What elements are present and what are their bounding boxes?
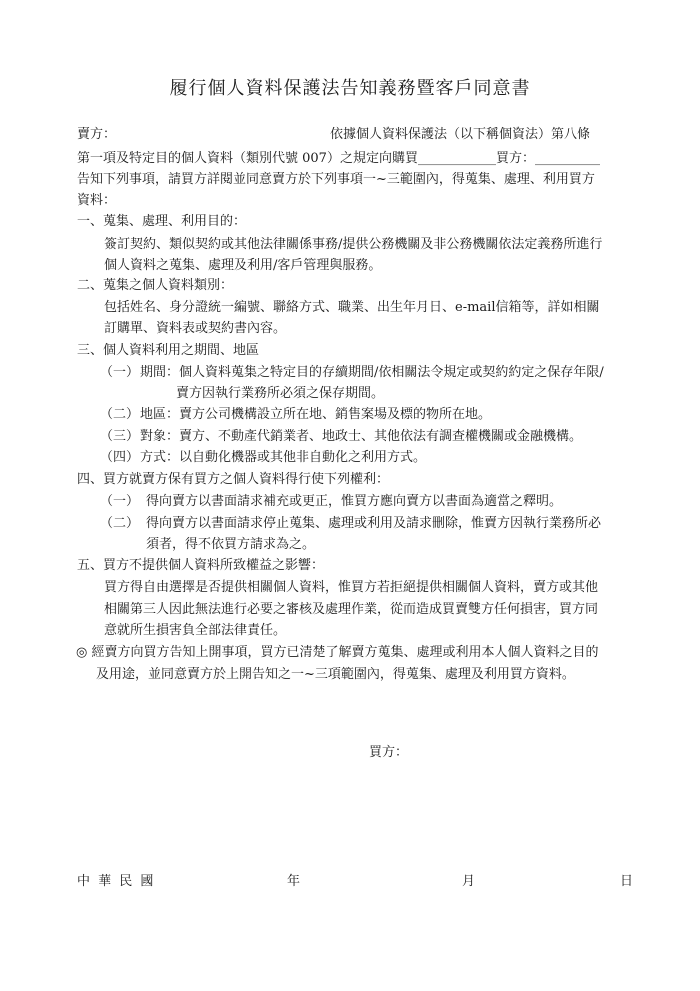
section-3-item-2-label: （二） [100, 407, 140, 422]
section-4-item-2-text-2: 須者，得不依買方請求為之。 [146, 537, 316, 552]
year-label: 年 [287, 874, 301, 889]
intro-line-1: 依據個人資料保護法（以下稱個資法）第八條 [330, 127, 591, 142]
section-2-text-2: 訂購單、資料表或契約書內容。 [104, 321, 287, 336]
day-label: 日 [620, 874, 634, 889]
section-4-item-2-label: （二） [100, 516, 140, 531]
section-3-item-1-text-1: 期間：個人資料蒐集之特定目的存續期間/依相關法令規定或契約約定之保存年限/ [140, 365, 604, 380]
section-5-text-2: 相關第三人因此無法進行必要之審核及處理作業，從而造成買賣雙方任何損害，買方同 [104, 602, 599, 617]
section-3-item-3-label: （三） [100, 429, 140, 444]
seller-label: 賣方： [77, 127, 117, 142]
section-2-text-1: 包括姓名、身分證統一編號、聯絡方式、職業、出生年月日、e-mail信箱等，詳如相關 [104, 300, 600, 315]
roc-label: 中 華 民 國 [77, 874, 156, 889]
consent-text-1: ◎ 經賣方向買方告知上開事項，買方已清楚了解賣方蒐集、處理或利用本人個人資料之目的 [76, 645, 599, 660]
section-3-item-2-text: 地區：賣方公司機構設立所在地、銷售案場及標的物所在地。 [140, 407, 492, 422]
section-4-item-2-text-1: 得向賣方以書面請求停止蒐集、處理或利用及請求刪除，惟賣方因執行業務所必 [146, 516, 602, 531]
document-title: 履行個人資料保護法告知義務暨客戶同意書 [169, 78, 531, 99]
intro-line-2-text: 第一項及特定目的個人資料（類別代號 007）之規定向購買 [77, 151, 418, 166]
buyer-label-inline: 買方： [495, 151, 535, 166]
section-4-item-1-label: （一） [100, 494, 140, 509]
section-3-item-1-label: （一） [100, 365, 140, 380]
section-5-heading: 五、買方不提供個人資料所致權益之影響： [77, 558, 325, 573]
section-5-text-1: 買方得自由選擇是否提供相關個人資料，惟買方若拒絕提供相關個人資料，賣方或其他 [104, 580, 599, 595]
intro-line-4: 資料： [77, 193, 117, 208]
section-3-heading: 三、個人資料利用之期間、地區 [77, 343, 260, 358]
purchase-blank: ____________ [417, 151, 496, 166]
section-1-text-2: 個人資料之蒐集、處理及利用/客戶管理與服務。 [104, 258, 382, 273]
section-1-text-1: 簽訂契約、類似契約或其他法律關係事務/提供公務機關及非公務機關依法定義務所進行 [104, 237, 603, 252]
section-2-heading: 二、蒐集之個人資料類別： [77, 278, 234, 293]
section-4-item-1-text: 得向賣方以書面請求補充或更正，惟買方應向賣方以書面為適當之釋明。 [146, 494, 563, 509]
section-3-item-4-label: （四） [100, 450, 140, 465]
month-label: 月 [462, 874, 476, 889]
section-3-item-1-text-2: 賣方因執行業務所必須之保存期間。 [176, 386, 385, 401]
buyer-signature-label: 買方： [369, 745, 409, 760]
section-5-text-3: 意就所生損害負全部法律責任。 [104, 623, 287, 638]
intro-line-3: 告知下列事項，請買方詳閱並同意賣方於下列事項一~三範圍內，得蒐集、處理、利用買方 [77, 172, 595, 187]
section-4-heading: 四、買方就賣方保有買方之個人資料得行使下列權利： [77, 472, 390, 487]
section-1-heading: 一、蒐集、處理、利用目的： [77, 214, 247, 229]
section-3-item-4-text: 方式：以自動化機器或其他非自動化之利用方式。 [140, 450, 427, 465]
section-3-item-3-text: 對象：賣方、不動產代銷業者、地政士、其他依法有調查權機關或金融機構。 [140, 429, 583, 444]
buyer-blank: __________ [534, 151, 600, 166]
intro-line-2 [77, 150, 600, 168]
consent-text-2: 及用途，並同意賣方於上開告知之一~三項範圍內，得蒐集、處理及利用買方資料。 [96, 667, 575, 682]
